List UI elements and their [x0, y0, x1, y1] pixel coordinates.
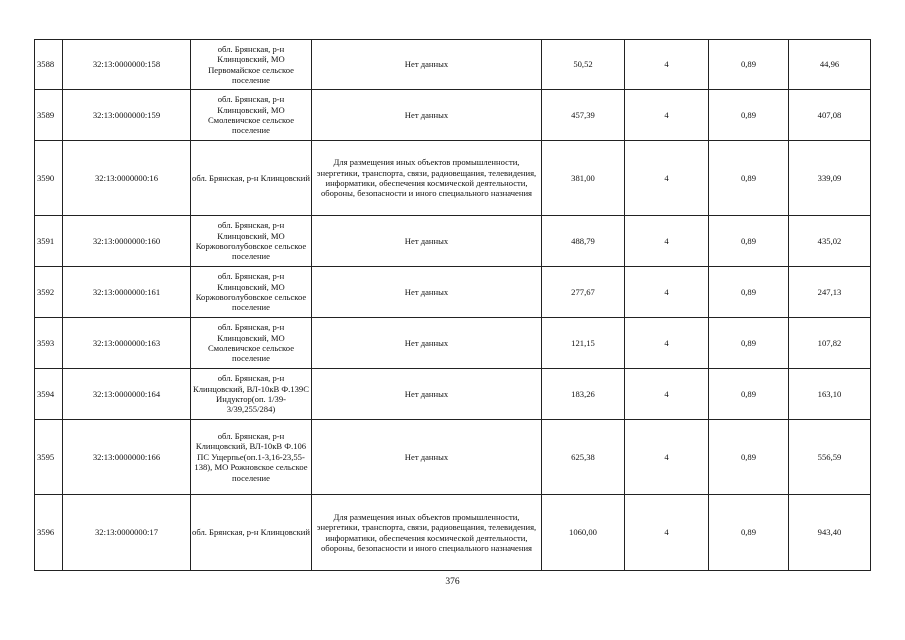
value-cell: 339,09	[789, 141, 871, 216]
coefficient-cell: 0,89	[709, 495, 789, 571]
table-row	[35, 495, 871, 571]
group-cell: 4	[625, 369, 709, 420]
row-number: 3592	[35, 267, 63, 318]
address-cell: обл. Брянская, р-н Клинцовский, МО Смолевичское сельское поселение	[191, 90, 312, 141]
group-cell: 4	[625, 318, 709, 369]
row-number: 3590	[35, 141, 63, 216]
purpose-cell: Нет данных	[312, 90, 542, 141]
group-cell: 4	[625, 40, 709, 90]
table-row	[35, 318, 871, 369]
row-number: 3596	[35, 495, 63, 571]
group-cell: 4	[625, 216, 709, 267]
purpose-cell: Для размещения иных объектов промышленности, энергетики, транспорта, связи, радиовещания, телевидения, информатики, обеспечения космической деятельности, обороны, безопасности и иного специального назначения	[312, 141, 542, 216]
purpose-cell: Нет данных	[312, 40, 542, 90]
table-row	[35, 216, 871, 267]
area-cell: 488,79	[542, 216, 625, 267]
table-row	[35, 369, 871, 420]
coefficient-cell: 0,89	[709, 267, 789, 318]
address-cell: обл. Брянская, р-н Клинцовский, МО Коржовоголубовское сельское поселение	[191, 267, 312, 318]
cadastral-number: 32:13:0000000:17	[63, 495, 191, 571]
value-cell: 247,13	[789, 267, 871, 318]
row-number: 3593	[35, 318, 63, 369]
area-cell: 625,38	[542, 420, 625, 495]
table-row	[35, 141, 871, 216]
group-cell: 4	[625, 90, 709, 141]
area-cell: 277,67	[542, 267, 625, 318]
area-cell: 50,52	[542, 40, 625, 90]
value-cell: 556,59	[789, 420, 871, 495]
coefficient-cell: 0,89	[709, 141, 789, 216]
row-number: 3591	[35, 216, 63, 267]
value-cell: 435,02	[789, 216, 871, 267]
group-cell: 4	[625, 495, 709, 571]
coefficient-cell: 0,89	[709, 90, 789, 141]
row-number: 3595	[35, 420, 63, 495]
table-row	[35, 420, 871, 495]
cadastral-number: 32:13:0000000:166	[63, 420, 191, 495]
group-cell: 4	[625, 267, 709, 318]
coefficient-cell: 0,89	[709, 216, 789, 267]
value-cell: 163,10	[789, 369, 871, 420]
address-cell: обл. Брянская, р-н Клинцовский, ВЛ-10кВ Ф.106 ПС Ущерпье(оп.1-3,16-23,55-138), МО Рожновское сельское поселение	[191, 420, 312, 495]
cadastral-number: 32:13:0000000:158	[63, 40, 191, 90]
purpose-cell: Нет данных	[312, 216, 542, 267]
purpose-cell: Для размещения иных объектов промышленности, энергетики, транспорта, связи, радиовещания, телевидения, информатики, обеспечения космической деятельности, обороны, безопасности и иного специального назначения	[312, 495, 542, 571]
cadastral-number: 32:13:0000000:16	[63, 141, 191, 216]
purpose-cell: Нет данных	[312, 318, 542, 369]
coefficient-cell: 0,89	[709, 318, 789, 369]
address-cell: обл. Брянская, р-н Клинцовский, МО Смолевичское сельское поселение	[191, 318, 312, 369]
address-cell: обл. Брянская, р-н Клинцовский, МО Первомайское сельское поселение	[191, 40, 312, 90]
cadastral-number: 32:13:0000000:160	[63, 216, 191, 267]
area-cell: 121,15	[542, 318, 625, 369]
purpose-cell: Нет данных	[312, 420, 542, 495]
coefficient-cell: 0,89	[709, 420, 789, 495]
coefficient-cell: 0,89	[709, 369, 789, 420]
page-number: 376	[445, 577, 460, 587]
row-number: 3589	[35, 90, 63, 141]
cadastral-number: 32:13:0000000:159	[63, 90, 191, 141]
address-cell: обл. Брянская, р-н Клинцовский, ВЛ-10кВ Ф.139С Индуктор(оп. 1/39-3/39,255/284)	[191, 369, 312, 420]
row-number: 3594	[35, 369, 63, 420]
table-row	[35, 90, 871, 141]
row-number: 3588	[35, 40, 63, 90]
area-cell: 381,00	[542, 141, 625, 216]
area-cell: 183,26	[542, 369, 625, 420]
value-cell: 44,96	[789, 40, 871, 90]
cadastral-number: 32:13:0000000:164	[63, 369, 191, 420]
area-cell: 457,39	[542, 90, 625, 141]
cadastral-number: 32:13:0000000:161	[63, 267, 191, 318]
group-cell: 4	[625, 420, 709, 495]
value-cell: 407,08	[789, 90, 871, 141]
group-cell: 4	[625, 141, 709, 216]
address-cell: обл. Брянская, р-н Клинцовский, МО Коржовоголубовское сельское поселение	[191, 216, 312, 267]
address-cell: обл. Брянская, р-н Клинцовский	[191, 495, 312, 571]
purpose-cell: Нет данных	[312, 267, 542, 318]
coefficient-cell: 0,89	[709, 40, 789, 90]
value-cell: 943,40	[789, 495, 871, 571]
cadastral-number: 32:13:0000000:163	[63, 318, 191, 369]
value-cell: 107,82	[789, 318, 871, 369]
cadastral-table	[34, 39, 871, 571]
address-cell: обл. Брянская, р-н Клинцовский	[191, 141, 312, 216]
table-row	[35, 267, 871, 318]
table-row	[35, 40, 871, 90]
area-cell: 1060,00	[542, 495, 625, 571]
purpose-cell: Нет данных	[312, 369, 542, 420]
